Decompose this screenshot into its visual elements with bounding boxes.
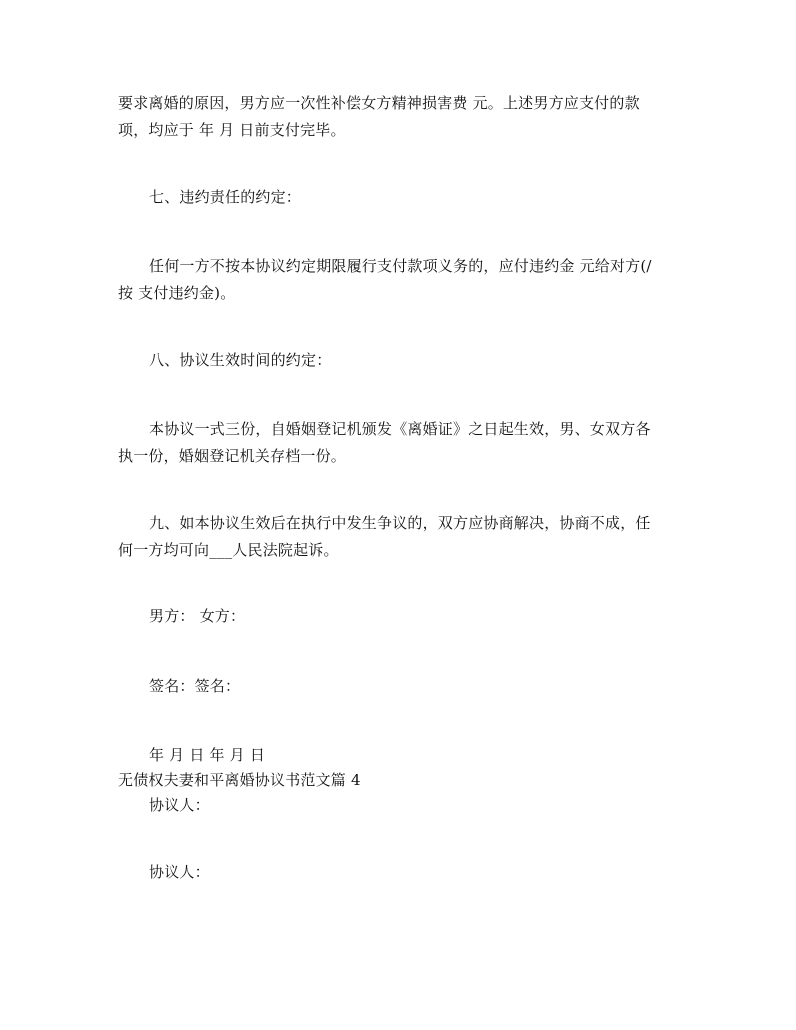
section-9-line-2: 何一方均可向___人民法院起诉。 xyxy=(118,541,339,559)
next-article-title: 无债权夫妻和平离婚协议书范文篇 4 xyxy=(118,771,361,789)
parties-line: 男方： 女方： xyxy=(149,607,246,625)
compensation-paragraph-line-1: 要求离婚的原因，男方应一次性补偿女方精神损害费 元。上述男方应支付的款 xyxy=(118,94,640,112)
signature-line: 签名：签名： xyxy=(149,677,241,695)
date-line: 年 月 日 年 月 日 xyxy=(149,746,266,764)
section-8-body-line-2: 执一份，婚姻登记机关存档一份。 xyxy=(118,447,347,465)
section-8-heading: 八、协议生效时间的约定： xyxy=(149,351,332,369)
section-8-body-line-1: 本协议一式三份，自婚姻登记机颁发《离婚证》之日起生效，男、女双方各 xyxy=(149,420,651,438)
compensation-paragraph-line-2: 项，均应于 年 月 日前支付完毕。 xyxy=(118,121,346,139)
section-9-line-1: 九、如本协议生效后在执行中发生争议的，双方应协商解决，协商不成，任 xyxy=(149,514,651,532)
section-7-body-line-1: 任何一方不按本协议约定期限履行支付款项义务的，应付违约金 元给对方(/ xyxy=(149,257,652,275)
section-7-body-line-2: 按 支付违约金)。 xyxy=(118,284,236,302)
party-2-label: 协议人： xyxy=(149,863,210,881)
party-1-label: 协议人： xyxy=(149,796,210,814)
section-7-heading: 七、违约责任的约定： xyxy=(149,188,302,206)
